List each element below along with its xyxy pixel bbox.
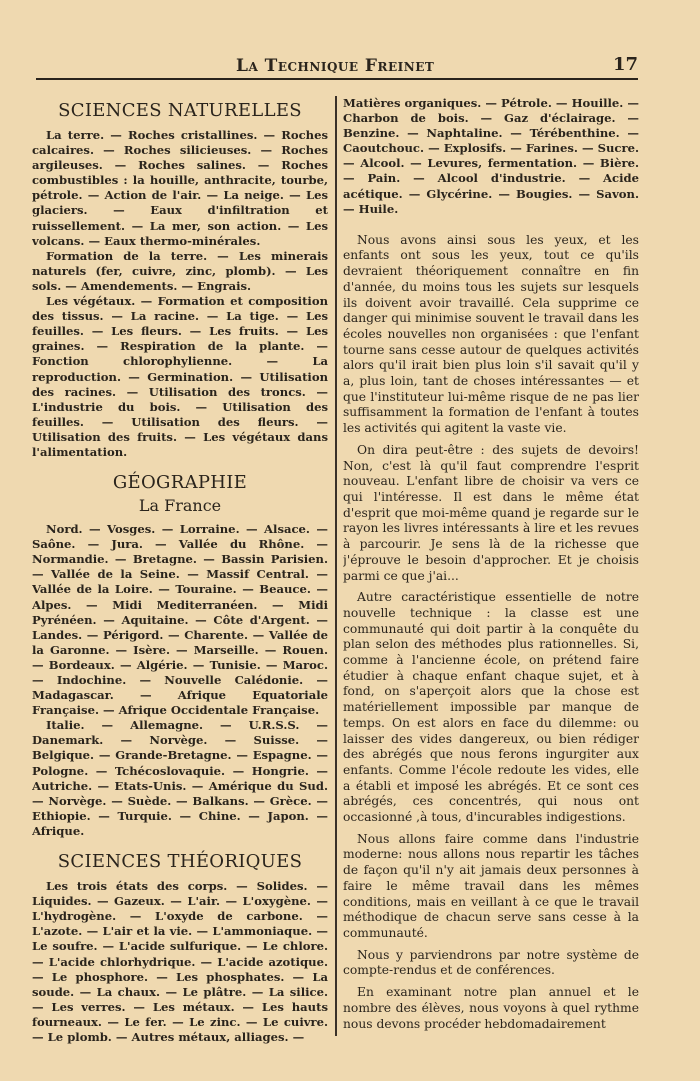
paragraph-gap xyxy=(343,217,639,233)
subsection-title-la-france: La France xyxy=(138,496,222,516)
body-paragraph: Nous y parviendrons par notre système de compte-rendus et de conférences. xyxy=(343,947,639,978)
section-title-geographie: GÉOGRAPHIE xyxy=(112,472,248,494)
running-header xyxy=(36,56,638,80)
list-paragraph: Italie. — Allemagne. — U.R.S.S. — Danemark. — Norvège. — Suisse. — Belgique. — Grande-Bretagne. — Espagne. — Pologne. — Tchécoslovaquie. — Hongrie. — Autriche. — Etats-Unis. — Amérique du Sud. — Norvège. — Suède. — Balkans. — Grèce. — Ethiopie. — Turquie. — Chine. — Japon. — Afrique. xyxy=(32,718,328,838)
list-continuation: Matières organiques. — Pétrole. — Houille. — Charbon de bois. — Gaz d'éclairage. — Benzine. — Naphtaline. — Térébenthine. — Caoutchouc. — Explosifs. — Farines. — Sucre. — Alcool. — Levures, fermentation. — Bière. — Pain. — Alcool d'industrie. — Acide acétique. — Glycérine. — Bougies. — Savon. — Huile. xyxy=(343,96,639,216)
left-column xyxy=(32,96,328,1046)
journal-title: La Technique Freinet xyxy=(236,56,435,76)
list-paragraph: Les trois états des corps. — Solides. — Liquides. — Gazeux. — L'air. — L'oxygène. — L'hydrogène. — L'oxyde de carbone. — L'azote. — L'air et la vie. — L'ammoniaque. — Le soufre. — L'acide sulfurique. — Le chlore. — L'acide chlorhydrique. — L'acide azotique. — Le phosphore. — Les phosphates. — La soude. — La chaux. — Le plâtre. — La silice. — Les verres. — Les métaux. — Les hauts fourneaux. — Le fer. — Le zinc. — Le cuivre. — Le plomb. — Autres métaux, alliages. — xyxy=(32,879,328,1044)
right-column xyxy=(343,96,639,1046)
body-paragraph: Nous avons ainsi sous les yeux, et les enfants ont sous les yeux, tout ce qu'ils devraient théoriquement connaître en fin d'année, du moins tous les sujets sur lesquels ils doivent avoir travaillé. Cela supprime ce danger qui minimise souvent le travail dans les écoles nouvelles non organisées : que l'enfant tourne sans cesse autour de quelques activités alors qu'il irait bien plus loin s'il savait qu'il y a, plus loin, tant de choses intéressantes — et que l'instituteur lui-même risque de ne pas lier suffisamment la formation de l'enfant à toutes les activités qui agitent la vaste vie. xyxy=(343,232,639,436)
list-paragraph: Formation de la terre. — Les minerais naturels (fer, cuivre, zinc, plomb). — Les sols. — Amendements. — Engrais. xyxy=(32,248,328,293)
body-paragraph: Autre caractéristique essentielle de notre nouvelle technique : la classe est une communauté qui doit partir à la conquête du plan selon des méthodes plus rationnelles. Si, comme à l'ancienne école, on prétend faire étudier à chaque enfant chaque sujet, et à fond, on s'aperçoit alors que la chose est matériellement impossible par manque de temps. On est alors en face du dilemme: ou laisser des vides dangereux, ou bien rédiger des abrégés que nous ferons ingurgiter aux enfants. Comme l'école redoute les vides, elle a établi et imposé les abrégés. Et ce sont ces abrégés, ces concentrés, qui nous ont occasionné ,à tous, d'incurables indigestions. xyxy=(343,590,639,825)
section-title-sciences-theoriques: SCIENCES THÉORIQUES xyxy=(57,851,303,873)
body-paragraph: En examinant notre plan annuel et le nombre des élèves, nous voyons à quel rythme nous devons procéder hebdomadairement xyxy=(343,985,639,1031)
body-paragraph: On dira peut-être : des sujets de devoirs! Non, c'est là qu'il faut comprendre l'esprit nouveau. L'enfant libre de choisir va vers ce qui l'intéresse. Il est dans le même état d'esprit que moi-même quand je regarde sur le rayon les livres intéressants à lire et les revues à parcourir. Je sens là de la richesse que j'éprouve le besoin d'approcher. Et je choisis parmi ce que j'ai... xyxy=(343,442,639,583)
page-number: 17 xyxy=(612,54,638,75)
list-paragraph: Nord. — Vosges. — Lorraine. — Alsace. — Saône. — Jura. — Vallée du Rhône. — Normandie. — Bretagne. — Bassin Parisien. — Vallée de la Seine. — Massif Central. — Vallée de la Loire. — Touraine. — Beauce. — Alpes. — Midi Mediterranéen. — Midi Pyrénéen. — Aquitaine. — Côte d'Argent. — Landes. — Périgord. — Charente. — Vallée de la Garonne. — Isère. — Marseille. — Rouen. — Bordeaux. — Algérie. — Tunisie. — Maroc. — Indochine. — Nouvelle Calédonie. — Madagascar. — Afrique Equatoriale Française. — Afrique Occidentale Française. xyxy=(32,522,328,718)
section-title-sciences-naturelles: SCIENCES NATURELLES xyxy=(58,100,302,121)
list-paragraph: La terre. — Roches cristallines. — Roches calcaires. — Roches silicieuses. — Roches argileuses. — Roches salines. — Roches combustibles : la houille, anthracite, tourbe, pétrole. — Action de l'air. — La neige. — Les glaciers. — Eaux d'infiltration et ruissellement. — La mer, son action. — Les volcans. — Eaux thermo-minérales. xyxy=(32,128,328,248)
column-divider xyxy=(335,96,337,1036)
list-paragraph: Les végétaux. — Formation et composition des tissus. — La racine. — La tige. — Les feuilles. — Les fleurs. — Les fruits. — Les graines. — Respiration de la plante. — Fonction chlorophylienne. — La reproduction. — Germination. — Utilisation des racines. — Utilisation des troncs. — L'industrie du bois. — Utilisation des feuilles. — Utilisation des fleurs. — Utilisation des fruits. — Les végétaux dans l'alimentation. xyxy=(32,294,328,459)
body-paragraph: Nous allons faire comme dans l'industrie moderne: nous allons nous repartir les tâches de façon qu'il n'y ait jamais deux personnes à faire le même travail dans les mêmes conditions, mais en veillant à ce que le travail méthodique de chacun serve sans cesse à la communauté. xyxy=(343,831,639,940)
